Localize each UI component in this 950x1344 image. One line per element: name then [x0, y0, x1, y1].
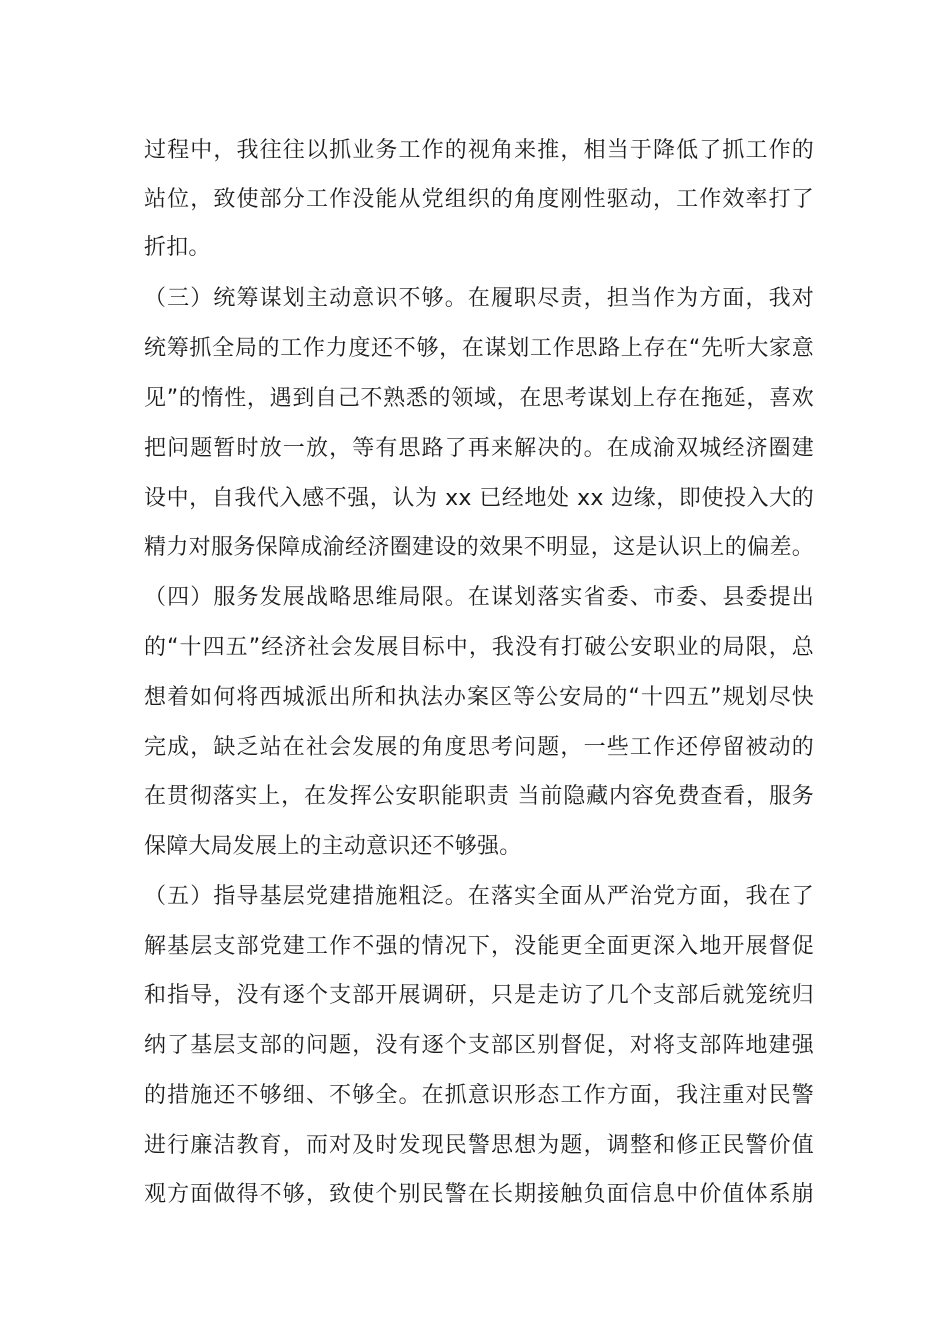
- text-line: 保障大局发展上的主动意识还不够强。: [144, 834, 522, 859]
- text-line: 想着如何将西城派出所和执法办案区等公安局的“十四五”规划尽快: [144, 685, 814, 710]
- text-line: 站位，致使部分工作没能从党组织的角度刚性驱动，工作效率打了: [144, 187, 814, 212]
- text-line: 完成，缺乏站在社会发展的角度思考问题，一些工作还停留被动的: [144, 735, 814, 760]
- text-line: 统筹抓全局的工作力度还不够，在谋划工作思路上存在“先听大家意: [144, 336, 814, 361]
- text-line: 解基层支部党建工作不强的情况下，没能更全面更深入地开展督促: [144, 934, 814, 959]
- text-line: 过程中，我往往以抓业务工作的视角来推，相当于降低了抓工作的: [144, 138, 814, 163]
- text-line: 在贯彻落实上，在发挥公安职能职责 当前隐藏内容免费查看，服务: [144, 784, 814, 809]
- text-line: 见”的惰性，遇到自己不熟悉的领域，在思考谋划上存在拖延，喜欢: [144, 386, 814, 411]
- text-line: 折扣。: [144, 235, 211, 260]
- text-line: 的措施还不够细、不够全。在抓意识形态工作方面，我注重对民警: [144, 1083, 814, 1108]
- section-heading-line: （三）统筹谋划主动意识不够。在履职尽责，担当作为方面，我对: [144, 286, 814, 311]
- text-line: 把问题暂时放一放，等有思路了再来解决的。在成渝双城经济圈建: [144, 436, 814, 461]
- text-line: 纳了基层支部的问题，没有逐个支部区别督促，对将支部阵地建强: [144, 1033, 814, 1058]
- section-heading-line: （四）服务发展战略思维局限。在谋划落实省委、市委、县委提出: [144, 585, 814, 610]
- text-line: 进行廉洁教育，而对及时发现民警思想为题，调整和修正民警价值: [144, 1133, 814, 1158]
- text-line: 和指导，没有逐个支部开展调研，只是走访了几个支部后就笼统归: [144, 983, 814, 1008]
- text-line: 观方面做得不够，致使个别民警在长期接触负面信息中价值体系崩: [144, 1182, 814, 1207]
- section-heading-line: （五）指导基层党建措施粗泛。在落实全面从严治党方面，我在了: [144, 884, 814, 909]
- text-line: 设中，自我代入感不强，认为 xx 已经地处 xx 边缘，即使投入大的: [144, 486, 814, 511]
- text-line: 的“十四五”经济社会发展目标中，我没有打破公安职业的局限，总: [144, 635, 814, 660]
- text-line: 精力对服务保障成渝经济圈建设的效果不明显，这是认识上的偏差。: [144, 535, 814, 560]
